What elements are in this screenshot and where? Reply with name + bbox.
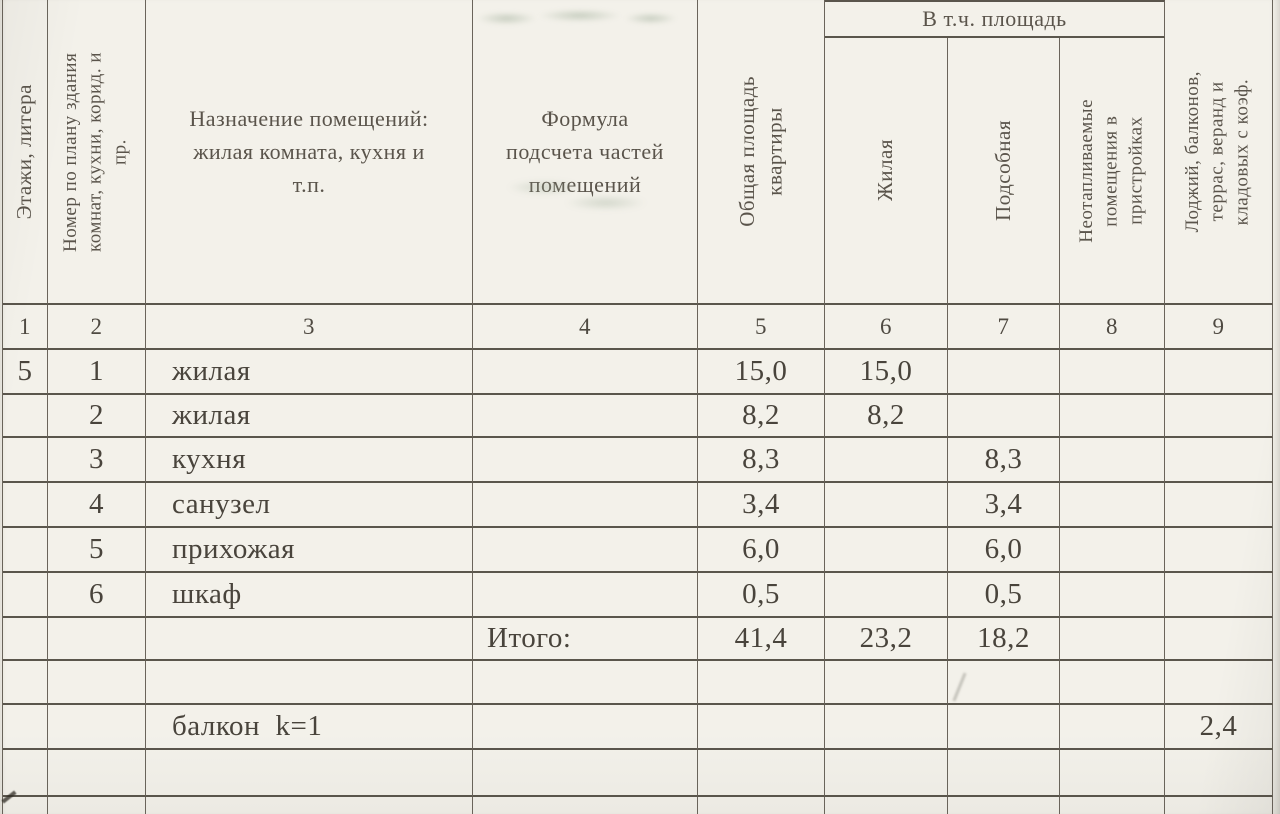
cell-r9-c6 xyxy=(825,705,948,750)
cell-r3-c2: 3 xyxy=(48,438,146,483)
header-room-purpose xyxy=(146,0,473,305)
cell-r2-c1 xyxy=(3,395,48,438)
cell-r10-c3 xyxy=(146,750,473,797)
header-unheated-annex-rooms-label: Неотапливаемые помещения в пристройках xyxy=(1075,98,1147,243)
cell-r7-c3 xyxy=(146,618,473,661)
cell-r1-c8 xyxy=(1060,350,1165,395)
cell-r4-c1 xyxy=(3,483,48,528)
cell-r8-c7 xyxy=(948,661,1060,705)
cell-r9-c8 xyxy=(1060,705,1165,750)
cell-r7-c8 xyxy=(1060,618,1165,661)
cell-r1-c2: 1 xyxy=(48,350,146,395)
cell-r10-c6 xyxy=(825,750,948,797)
cell-r1-c7 xyxy=(948,350,1060,395)
cell-r9-c3: балкон k=1 xyxy=(146,705,473,750)
column-number-3: 3 xyxy=(146,305,473,350)
cell-r2-c5: 8,2 xyxy=(698,395,825,438)
cell-r3-c9 xyxy=(1165,438,1273,483)
header-total-apartment-area-label: Общая площадь квартиры xyxy=(734,76,786,227)
header-auxiliary-area xyxy=(948,38,1060,305)
cell-r11-c5 xyxy=(698,797,825,814)
cell-r11-c9 xyxy=(1165,797,1273,814)
cell-r11-c2 xyxy=(48,797,146,814)
cell-r4-c7: 3,4 xyxy=(948,483,1060,528)
column-number-2: 2 xyxy=(48,305,146,350)
cell-r5-c1 xyxy=(3,528,48,573)
cell-r6-c3: шкаф xyxy=(146,573,473,618)
column-number-5: 5 xyxy=(698,305,825,350)
cell-r11-c7 xyxy=(948,797,1060,814)
cell-r3-c1 xyxy=(3,438,48,483)
cell-r8-c6 xyxy=(825,661,948,705)
cell-r6-c9 xyxy=(1165,573,1273,618)
cell-r4-c9 xyxy=(1165,483,1273,528)
cell-r10-c1 xyxy=(3,750,48,797)
header-unheated-annex-rooms xyxy=(1060,38,1165,305)
header-room-number-by-plan xyxy=(48,0,146,305)
header-auxiliary-area-label: Подсобная xyxy=(990,120,1015,221)
header-room-number-by-plan-label: Номер по плану здания комнат, кухни, корид. и пр. xyxy=(60,51,131,252)
header-living-area xyxy=(825,38,948,305)
header-loggias-balconies-coef-label: Лоджий, балконов, террас, веранд и кладовых с коэф. xyxy=(1182,70,1253,233)
cell-r5-c6 xyxy=(825,528,948,573)
cell-r4-c8 xyxy=(1060,483,1165,528)
cell-r11-c1 xyxy=(3,797,48,814)
cell-r1-c4 xyxy=(473,350,698,395)
cell-r9-c2 xyxy=(48,705,146,750)
cell-r3-c7: 8,3 xyxy=(948,438,1060,483)
cell-r6-c6 xyxy=(825,573,948,618)
cell-r2-c6: 8,2 xyxy=(825,395,948,438)
cell-r5-c5: 6,0 xyxy=(698,528,825,573)
cell-r7-c7: 18,2 xyxy=(948,618,1060,661)
cell-r11-c8 xyxy=(1060,797,1165,814)
header-calculation-formula-label: Формула подсчета частей помещений xyxy=(506,106,664,197)
cell-r9-c4 xyxy=(473,705,698,750)
cell-r8-c1 xyxy=(3,661,48,705)
cell-r6-c2: 6 xyxy=(48,573,146,618)
cell-r10-c9 xyxy=(1165,750,1273,797)
cell-r9-c9: 2,4 xyxy=(1165,705,1273,750)
cell-r8-c9 xyxy=(1165,661,1273,705)
cell-r10-c5 xyxy=(698,750,825,797)
cell-r7-c5: 41,4 xyxy=(698,618,825,661)
cell-r6-c8 xyxy=(1060,573,1165,618)
cell-r9-c5 xyxy=(698,705,825,750)
cell-r2-c2: 2 xyxy=(48,395,146,438)
cell-r4-c2: 4 xyxy=(48,483,146,528)
cell-r6-c4 xyxy=(473,573,698,618)
cell-r2-c3: жилая xyxy=(146,395,473,438)
header-including-area-span xyxy=(825,0,1165,38)
cell-r11-c3 xyxy=(146,797,473,814)
cell-r10-c8 xyxy=(1060,750,1165,797)
header-calculation-formula xyxy=(473,0,698,305)
column-number-9: 9 xyxy=(1165,305,1273,350)
column-number-4: 4 xyxy=(473,305,698,350)
floor-area-explication-table xyxy=(2,0,1273,814)
cell-r6-c5: 0,5 xyxy=(698,573,825,618)
header-living-area-label: Жилая xyxy=(873,139,898,202)
cell-r3-c8 xyxy=(1060,438,1165,483)
cell-r8-c5 xyxy=(698,661,825,705)
cell-r7-c1 xyxy=(3,618,48,661)
column-number-6: 6 xyxy=(825,305,948,350)
cell-r10-c7 xyxy=(948,750,1060,797)
cell-r7-c9 xyxy=(1165,618,1273,661)
cell-r9-c1 xyxy=(3,705,48,750)
cell-r2-c7 xyxy=(948,395,1060,438)
cell-r2-c4 xyxy=(473,395,698,438)
cell-r10-c2 xyxy=(48,750,146,797)
cell-r11-c4 xyxy=(473,797,698,814)
cell-r3-c6 xyxy=(825,438,948,483)
cell-r5-c7: 6,0 xyxy=(948,528,1060,573)
cell-r7-c2 xyxy=(48,618,146,661)
cell-r1-c6: 15,0 xyxy=(825,350,948,395)
cell-r8-c3 xyxy=(146,661,473,705)
cell-r5-c2: 5 xyxy=(48,528,146,573)
cell-r1-c1: 5 xyxy=(3,350,48,395)
cell-r1-c9 xyxy=(1165,350,1273,395)
cell-r1-c3: жилая xyxy=(146,350,473,395)
cell-r6-c7: 0,5 xyxy=(948,573,1060,618)
cell-r7-c6: 23,2 xyxy=(825,618,948,661)
cell-r1-c5: 15,0 xyxy=(698,350,825,395)
header-including-area-label: В т.ч. площадь xyxy=(922,6,1067,31)
cell-r4-c3: санузел xyxy=(146,483,473,528)
cell-r4-c5: 3,4 xyxy=(698,483,825,528)
cell-r7-c4: Итого: xyxy=(473,618,698,661)
cell-r5-c3: прихожая xyxy=(146,528,473,573)
header-room-purpose-label: Назначение помещений: жилая комната, кухня и т.п. xyxy=(189,106,429,197)
cell-r9-c7 xyxy=(948,705,1060,750)
cell-r5-c8 xyxy=(1060,528,1165,573)
cell-r8-c2 xyxy=(48,661,146,705)
column-number-8: 8 xyxy=(1060,305,1165,350)
cell-r10-c4 xyxy=(473,750,698,797)
cell-r6-c1 xyxy=(3,573,48,618)
cell-r5-c9 xyxy=(1165,528,1273,573)
cell-r2-c8 xyxy=(1060,395,1165,438)
header-loggias-balconies-coef xyxy=(1165,0,1273,305)
cell-r2-c9 xyxy=(1165,395,1273,438)
cell-r8-c8 xyxy=(1060,661,1165,705)
cell-r3-c4 xyxy=(473,438,698,483)
column-number-7: 7 xyxy=(948,305,1060,350)
column-number-1: 1 xyxy=(3,305,48,350)
header-total-apartment-area xyxy=(698,0,825,305)
header-floors-litera-label: Этажи, литера xyxy=(12,83,37,220)
cell-r11-c6 xyxy=(825,797,948,814)
header-floors-litera xyxy=(3,0,48,305)
cell-r4-c4 xyxy=(473,483,698,528)
cell-r3-c5: 8,3 xyxy=(698,438,825,483)
cell-r4-c6 xyxy=(825,483,948,528)
cell-r5-c4 xyxy=(473,528,698,573)
cell-r3-c3: кухня xyxy=(146,438,473,483)
cell-r8-c4 xyxy=(473,661,698,705)
